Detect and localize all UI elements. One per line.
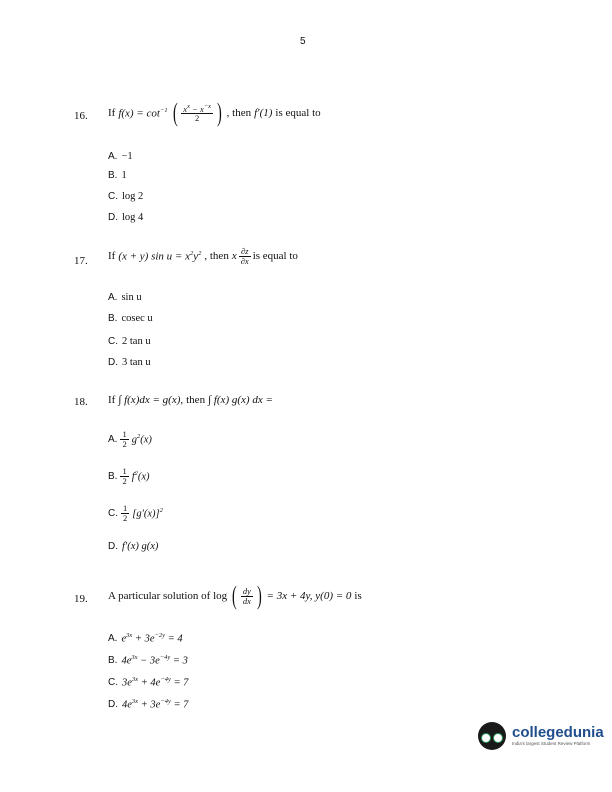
q19-lead: A particular solution of log [108, 590, 228, 602]
question-18-text [108, 394, 273, 406]
q16-tail: is equal to [275, 107, 321, 119]
q17-option-b[interactable]: B. cosec u [108, 313, 153, 324]
q17-then: , then [204, 250, 229, 262]
question-16-number: 16. [74, 110, 88, 122]
q18-option-c[interactable]: C. $\frac{1}{2}$ $[g'(x)]^2$ [108, 503, 163, 523]
q16-right-paren: ) [216, 98, 222, 127]
q16-option-c[interactable]: C. log 2 [108, 191, 144, 202]
q19-option-c[interactable]: C. $3e^{3x} + 4e^{-4y} = 7$ [108, 676, 189, 689]
question-16-text [108, 100, 321, 126]
q18-given: ∫ f(x)dx = g(x), [118, 394, 184, 406]
question-17-text [108, 247, 298, 265]
q18-integral: ∫ f(x) g(x) dx = [208, 394, 273, 406]
q17-equation: (x + y) $\sin u = x^2y^2$ [118, 249, 202, 263]
q18-if: If [108, 394, 116, 406]
q18-then: then [186, 394, 206, 406]
q16-left-paren: ( [172, 98, 178, 127]
question-19-text [108, 583, 362, 609]
page-number: 5 [300, 36, 306, 47]
q19-right-paren: ) [256, 581, 262, 610]
q16-option-d[interactable]: D. log 4 [108, 212, 144, 223]
q17-partial-fraction: $\frac{\partial z}{\partial x}$ [240, 246, 249, 266]
q17-x: x [231, 250, 237, 262]
q19-tail: is [354, 590, 362, 602]
q17-option-c[interactable]: C. 2 tan u [108, 336, 151, 347]
q19-option-a[interactable]: A. $e^{3x} + 3e^{-2y} = 4$ [108, 632, 183, 645]
q17-option-d[interactable]: D. 3 tan u [108, 357, 151, 368]
q16-derivative: f′(1) [254, 107, 273, 119]
q18-option-d[interactable]: D. f′(x) g(x) [108, 541, 159, 552]
question-19-number: 19. [74, 593, 88, 605]
logo-tagline: India's largest Student Review Platform [512, 741, 591, 747]
q19-option-d[interactable]: D. $4e^{3x} + 3e^{-4y} = 7$ [108, 698, 189, 711]
q19-option-b[interactable]: B. $4e^{3x} - 3e^{-4y} = 3$ [108, 654, 188, 667]
collegedunia-logo [478, 722, 604, 750]
q17-option-a[interactable]: A. sin u [108, 292, 142, 303]
q19-fraction: $\frac{dy}{dx}$ [242, 586, 251, 606]
q16-func: $f(x) = \cot^{-1}$ [118, 106, 168, 120]
q16-fraction: $\frac{x^x - x^{-x}}{2}$ [183, 102, 211, 123]
q18-option-a[interactable]: A. $\frac{1}{2}$ $g^2(x)$ [108, 429, 152, 449]
mascot-icon [478, 722, 506, 750]
q16-then: , then [226, 107, 252, 119]
q18-option-b[interactable]: B. $\frac{1}{2}$ $f^2(x)$ [108, 466, 150, 486]
q19-equation: = 3x + 4y, y(0) = 0 [266, 590, 352, 602]
q16-option-b[interactable]: B. 1 [108, 170, 127, 181]
q19-left-paren: ( [232, 581, 237, 610]
q16-if: If [108, 107, 116, 119]
q17-tail: is equal to [252, 250, 298, 262]
logo-name: collegedunia [512, 724, 604, 742]
question-18-number: 18. [74, 396, 88, 408]
question-17-number: 17. [74, 255, 88, 267]
q17-if: If [108, 250, 116, 262]
q16-option-a[interactable]: A. −1 [108, 151, 133, 162]
